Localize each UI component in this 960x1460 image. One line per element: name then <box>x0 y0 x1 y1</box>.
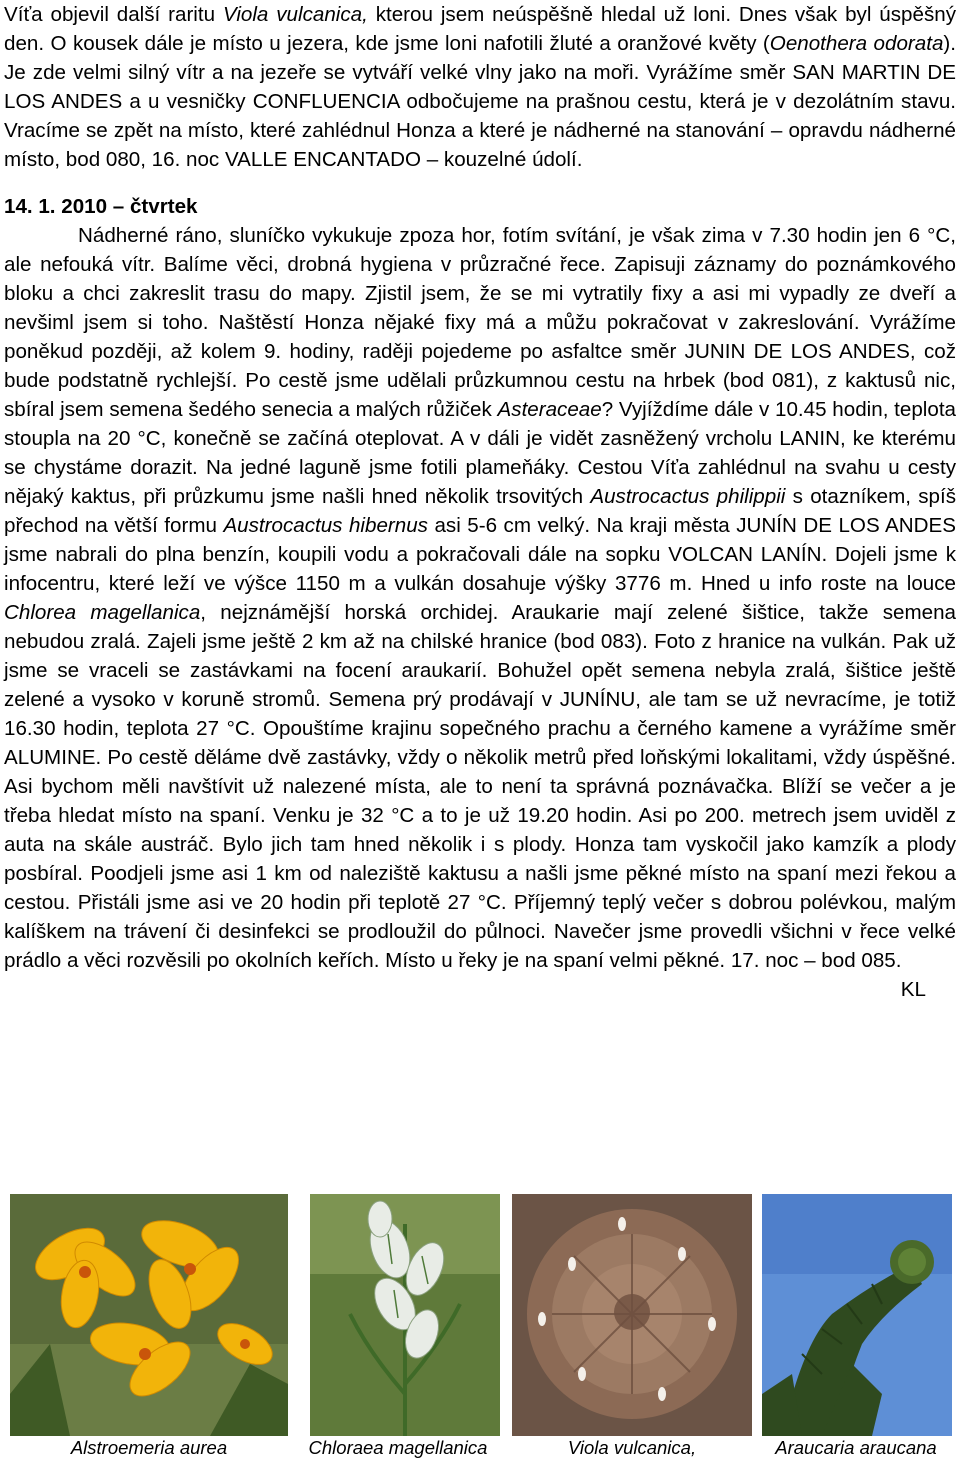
caption-chloraea-magellanica: Chloraea magellanica <box>308 1437 488 1458</box>
photo-chloraea-magellanica <box>310 1194 500 1436</box>
caption-viola-vulcanica: Viola vulcanica, <box>567 1437 697 1458</box>
caption-alstroemeria-aurea: Alstroemeria aurea <box>70 1437 228 1458</box>
photo-viola-vulcanica <box>512 1194 752 1436</box>
article-text <box>4 0 956 1004</box>
photo-alstroemeria-aurea <box>10 1194 288 1436</box>
day-heading: 14. 1. 2010 – čtvrtek <box>4 195 198 218</box>
paragraph-day-14 <box>4 221 956 1001</box>
caption-araucaria-araucana: Araucaria araucana <box>775 1437 937 1458</box>
paragraph-valle-encantado: Víťa objevil další raritu Viola vulcanica, kterou jsem neúspěšně hledal už loni. Dnes však byl úspěšný den. O kousek dále je místo u jezera, kde jsme loni nafotili žluté a oranžové květy (Oenothera odorata). Je zde velmi silný vítr a na jezeře se vytváří velké vlny jako na moři. Vyrážíme směr SAN MARTIN DE LOS ANDES a u vesničky CONFLUENCIA odbočujeme na prašnou cestu, která je v dezolátním stavu. Vracíme se zpět na místo, které zahlédnul Honza a které je nádherné na stanování – opravdu nádherné místo, bod 080, 16. noc VALLE ENCANTADO – kouzelné údolí. <box>4 3 957 171</box>
paragraph-day-14-text: Nádherné ráno, sluníčko vykukuje zpoza hor, fotím svítání, je však zima v 7.30 hodin jen 6 °C, ale nefouká vítr. Balíme věci, drobná hygiena v průzračné řece. Zapisuji záznamy do poznámkového bloku a chci zakreslit trasu do mapy. Zjistil jsem, že se mi vytratily fixy a asi mi vypadly ze dveří a nevšiml jsem si toho. Naštěstí Honza nějaké fixy má a můžu pokračovat v zakreslování. Vyrážíme poněkud později, až kolem 9. hodiny, raději pojedeme po asfaltce směr JUNIN DE LOS ANDES, což bude podstatně rychlejší. Po cestě jsme udělali průzkumnou cestu na hrbek (bod 081), z kaktusů nic, sbíral jsem semena šedého senecia a malých růžiček Asteraceae? Vyjíždíme dále v 10.45 hodin, teplota stoupla na 20 °C, konečně se začíná oteplovat. A v dáli je vidět zasněžený vrcholu LANIN, ke kterému se chystáme dorazit. Na jedné laguně jsme fotili plameňáky. Cestou Víťa zahlédnul na svahu u cesty nějaký kaktus, při průzkumu jsme našli hned několik trsovitých Austrocactus philippii s otazníkem, spíš přechod na větší formu Austrocactus hibernus asi 5-6 cm velký. Na kraji města JUNÍN DE LOS ANDES jsme nabrali do plna benzín, koupili vodu a pokračovali dále na sopku VOLCAN LANÍN. Dojeli jsme k infocentru, které leží ve výšce 1150 m a vulkán dosahuje výšky 3776 m. Hned u info roste na louce Chlorea magellanica, nejznámější horská orchidej. Araukarie mají zelené šištice, takže semena nebudou zralá. Zajeli jsme ještě 2 km až na chilské hranice (bod 083). Foto z hranice na vulkán. Pak už jsme se vraceli se zastávkami na focení araukarií. Bohužel opět semena nebyla zralá, šištice ještě zelené a vysoko v koruně stromů. Semena prý prodávají v JUNÍNU, ale tam se už nevracíme, je totiž 16.30 hodin, teplota 27 °C. Opouštíme krajinu sopečného prachu a černého kamene a vyrážíme směr ALUMINE. Po cestě děláme dvě zastávky, vždy o několik metrů před loňskými lokalitami, vždy úspěšné. Asi bychom měli navštívit už nalezené místa, ale to není ta správná poznávačka. Blíží se večer a je třeba hledat místo na spaní. Venku je 32 °C a to je už 19.20 hodin. Asi po 200. metrech jsem uviděl z auta na skále austráč. Bylo jich tam hned několik i s plody. Honza tam vyskočil jako kamzík a plody posbíral. Poodjeli jsme asi 1 km od naleziště kaktusu a našli jsme pěkné místo na spaní mezi řekou a cestou. Přistáli jsme asi ve 20 hodin při teplotě 27 °C. Příjemný teplý večer s dobrou polévkou, malým kalíškem na trávení či desinfekci se prodloužil do půlnoci. Navečer jsme provedli všichni v řece velké prádlo a věci rozvěsili po okolních keřích. Místo u řeky je na spaní velmi pěkné. 17. noc – bod 085. <box>4 224 956 972</box>
author-signature: KL <box>900 978 926 1001</box>
photo-araucaria-araucana <box>762 1194 952 1436</box>
